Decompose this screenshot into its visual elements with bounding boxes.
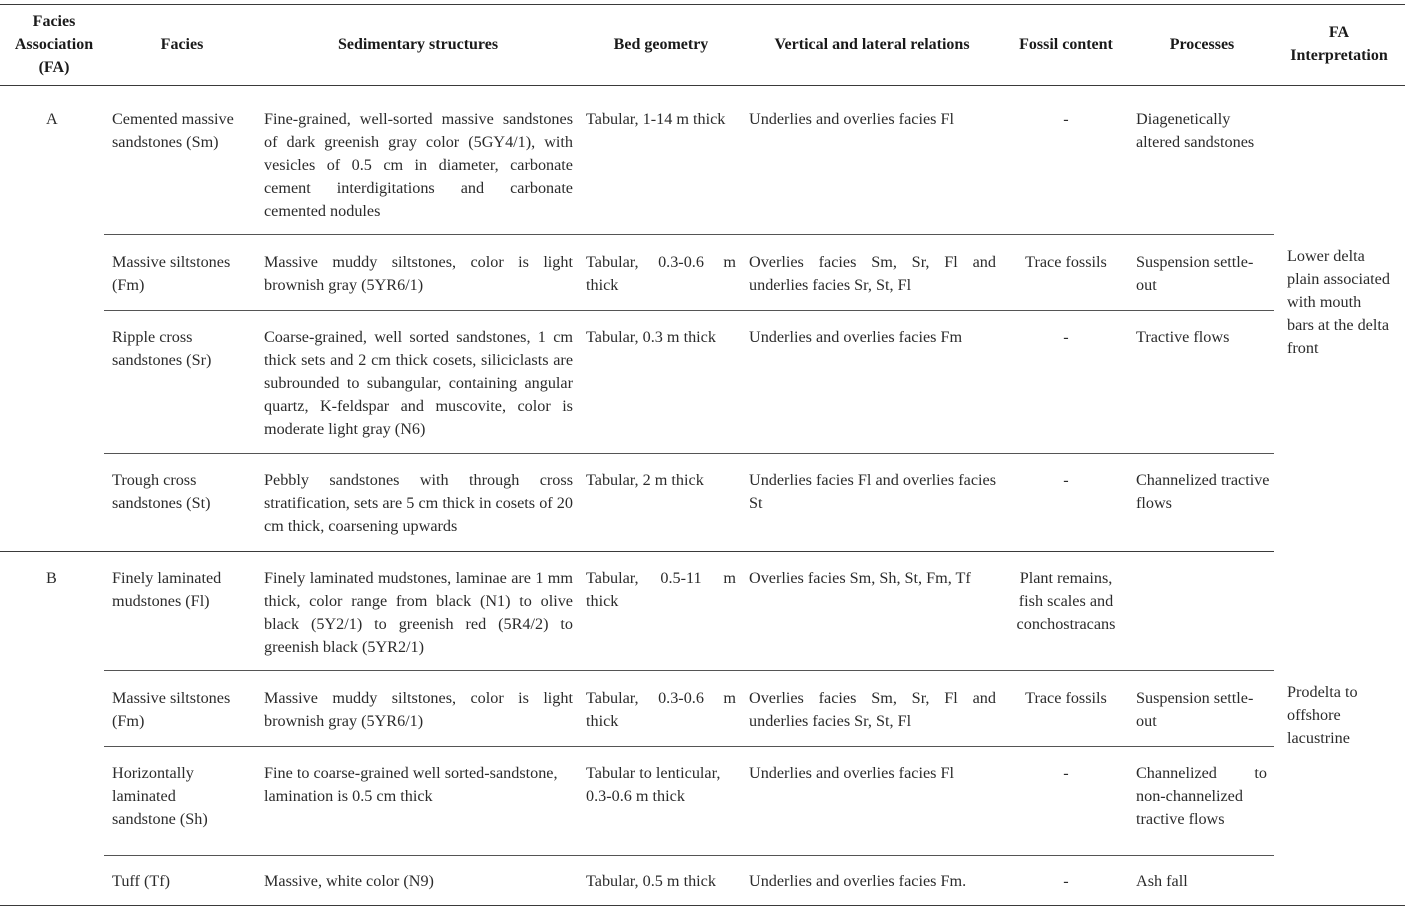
relations-cell: Overlies facies Sm, Sr, Fl and underlies facies Sr, St, Fl: [749, 689, 996, 730]
relations-cell: Underlies facies Fl and overlies facies St: [749, 471, 996, 512]
relations-cell: Underlies and overlies facies Fm.: [749, 872, 967, 890]
header-fossil: Fossil content: [1019, 36, 1113, 53]
row-divider: [104, 746, 1274, 747]
processes-cell: Suspension settle-out: [1136, 689, 1254, 730]
processes-cell: Suspension settle-out: [1136, 253, 1254, 294]
processes-cell: Tractive flows: [1136, 328, 1230, 346]
header-fa-line1: Facies: [32, 13, 76, 30]
header-structures: Sedimentary structures: [337, 36, 499, 53]
facies-cell: Finely laminated mudstones (Fl): [112, 569, 222, 610]
header-interpretation: [1276, 21, 1402, 67]
fossil-cell: Trace fossils: [1025, 253, 1107, 271]
geometry-cell: Tabular to lenticular, 0.3-0.6 m thick: [586, 764, 721, 805]
association-id-b: B: [46, 569, 57, 587]
relations-cell: Underlies and overlies facies Fm: [749, 328, 963, 346]
row-divider: [104, 855, 1274, 856]
structures-cell: Finely laminated mudstones, laminae are 1 mm thick, color range from black (N1) to olive black (5Y2/1) to greenish red (5R4/2) to greenish black (5YR2/1): [264, 569, 573, 656]
interpretation-b: Prodelta to offshore lacustrine: [1287, 683, 1358, 747]
relations-cell: Underlies and overlies facies Fl: [749, 110, 954, 128]
processes-cell: Channelized tractive flows: [1136, 471, 1270, 512]
structures-cell: Massive muddy siltstones, color is light brownish gray (5YR6/1): [264, 253, 573, 294]
fossil-cell: -: [1063, 110, 1069, 128]
geometry-cell: Tabular, 0.3 m thick: [586, 328, 716, 346]
header-processes: Processes: [1169, 36, 1235, 53]
processes-cell: Ash fall: [1136, 872, 1188, 890]
header-interp-line2: Interpretation: [1290, 47, 1388, 64]
geometry-cell: Tabular, 2 m thick: [586, 471, 704, 489]
row-divider: [104, 453, 1274, 454]
row-divider: [104, 234, 1274, 235]
facies-cell: Massive siltstones (Fm): [112, 253, 231, 294]
structures-cell: Pebbly sandstones with through cross stratification, sets are 5 cm thick in cosets of 20 cm thick, coarsening upwards: [264, 471, 573, 535]
fossil-cell: Plant remains, fish scales and conchostracans: [1016, 569, 1116, 633]
row-divider: [104, 310, 1274, 311]
geometry-cell: Tabular, 0.5 m thick: [586, 872, 716, 890]
geometry-cell: Tabular, 0.3-0.6 m thick: [586, 253, 736, 294]
geometry-cell: Tabular, 0.5-11 m thick: [586, 569, 736, 610]
facies-cell: Ripple cross sandstones (Sr): [112, 328, 212, 369]
association-divider: [0, 551, 1274, 552]
table-bottom-rule: [0, 905, 1405, 906]
processes-cell: Channelized to non-channelized tractive flows: [1136, 764, 1267, 828]
facies-cell: Tuff (Tf): [112, 872, 171, 890]
facies-cell: Cemented massive sandstones (Sm): [112, 110, 234, 151]
geometry-cell: Tabular, 0.3-0.6 m thick: [586, 689, 736, 730]
geometry-cell: Tabular, 1-14 m thick: [586, 110, 726, 128]
structures-cell: Fine-grained, well-sorted massive sandstones of dark greenish gray color (5GY4/1), with vesicles of 0.5 cm in diameter, carbonate cement interdigitations and carbonate cemented nodules: [264, 110, 573, 220]
header-interp-line1: FA: [1328, 24, 1350, 41]
structures-cell: Massive, white color (N9): [264, 872, 434, 890]
structures-cell: Massive muddy siltstones, color is light brownish gray (5YR6/1): [264, 689, 573, 730]
header-geometry: Bed geometry: [613, 36, 709, 53]
header-facies-association: [0, 10, 108, 79]
row-divider: [104, 670, 1274, 671]
relations-cell: Overlies facies Sm, Sh, St, Fm, Tf: [749, 569, 971, 587]
facies-cell: Trough cross sandstones (St): [112, 471, 211, 512]
fossil-cell: -: [1063, 328, 1069, 346]
fossil-cell: -: [1063, 872, 1069, 890]
relations-cell: Underlies and overlies facies Fl: [749, 764, 954, 782]
interpretation-a: Lower delta plain associated with mouth bars at the delta front: [1287, 247, 1390, 357]
fossil-cell: Trace fossils: [1025, 689, 1107, 707]
header-facies: Facies: [160, 36, 204, 53]
header-top-rule: [0, 4, 1405, 5]
facies-cell: Horizontally laminated sandstone (Sh): [112, 764, 208, 828]
facies-cell: Massive siltstones (Fm): [112, 689, 231, 730]
association-id-a: A: [46, 110, 58, 128]
fossil-cell: -: [1063, 471, 1069, 489]
structures-cell: Coarse-grained, well sorted sandstones, 1 cm thick sets and 2 cm thick cosets, siliciclasts are subrounded to subangular, containing angular quartz, K-feldspar and muscovite, color is moderate light gray (N6): [264, 328, 573, 438]
relations-cell: Overlies facies Sm, Sr, Fl and underlies facies Sr, St, Fl: [749, 253, 996, 294]
processes-cell: Diagenetically altered sandstones: [1136, 110, 1255, 151]
header-fa-line3: (FA): [38, 59, 70, 76]
header-relations: Vertical and lateral relations: [774, 36, 970, 53]
header-fa-line2: Association: [14, 36, 94, 53]
fossil-cell: -: [1063, 764, 1069, 782]
header-bottom-rule: [0, 85, 1405, 86]
structures-cell: Fine to coarse-grained well sorted-sandstone, lamination is 0.5 cm thick: [264, 764, 558, 805]
